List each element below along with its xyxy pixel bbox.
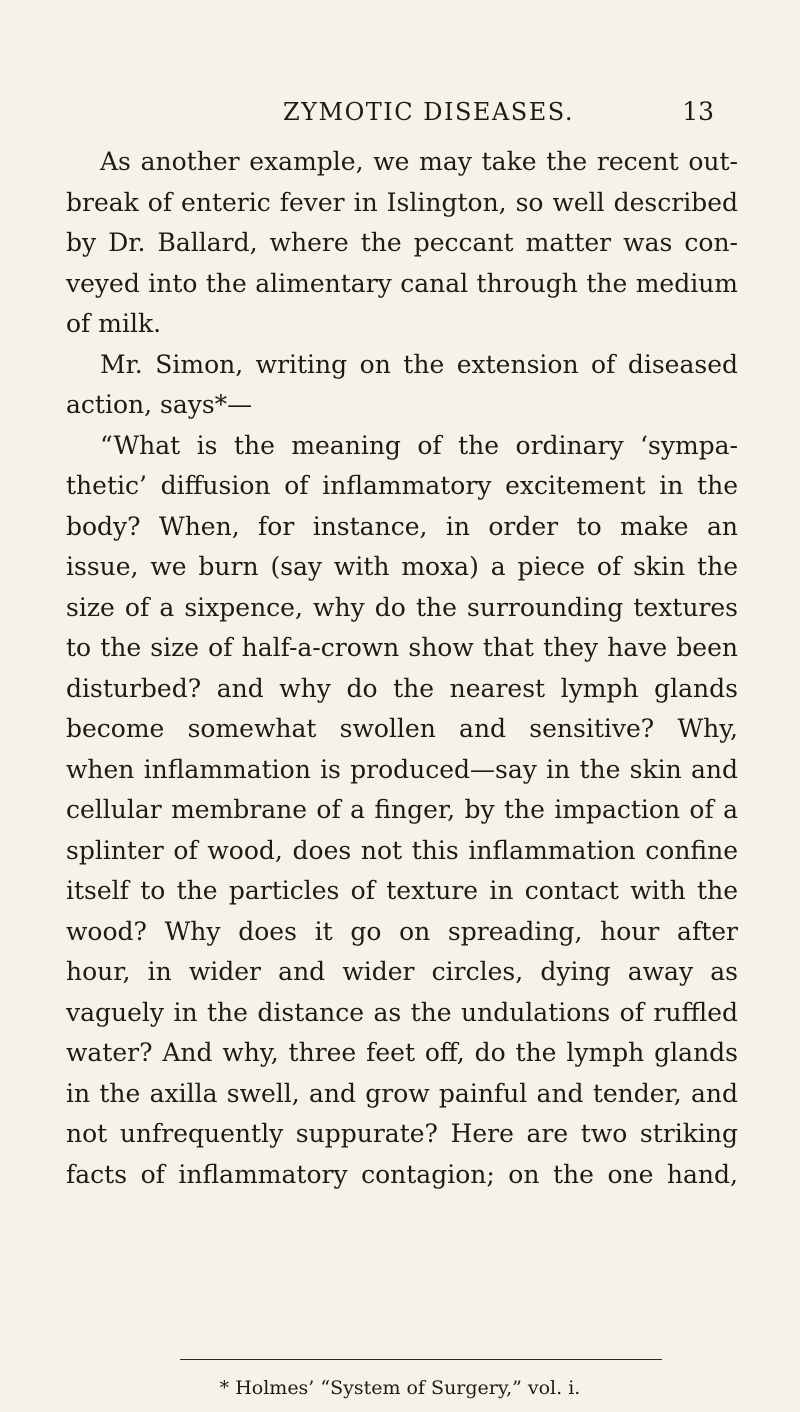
text-line: Mr. Simon, writing on the extension of diseased (100, 349, 738, 379)
text-line: veyed into the alimentary canal through the medium (66, 268, 738, 298)
footnote-rule (180, 1359, 662, 1360)
text-line: of milk. (66, 309, 162, 338)
text-line: when inflammation is produced—say in the skin and (66, 754, 738, 784)
text-line: itself to the particles of texture in contact with the (66, 876, 738, 905)
text-line: break of enteric fever in Islington, so well described (66, 187, 738, 217)
text-line: As another example, we may take the recent out- (100, 147, 738, 176)
text-line: action, says*— (66, 390, 253, 419)
text-line: size of a sixpence, why do the surrounding textures (66, 592, 738, 622)
text-line: in the axilla swell, and grow painful and tender, and (66, 1078, 738, 1108)
page-header (0, 92, 800, 132)
text-line: facts of inflammatory contagion; on the one hand, (66, 1159, 738, 1189)
text-line: to the size of half-a-crown show that they have been (66, 633, 738, 662)
text-line: water? And why, three feet off, do the lymph glands (66, 1038, 738, 1067)
text-line: hour, in wider and wider circles, dying away as (66, 957, 738, 986)
text-line: splinter of wood, does not this inflammation confine (66, 835, 738, 865)
footnote: * Holmes’ “System of Surgery,” vol. i. (219, 1377, 581, 1399)
text-line: “What is the meaning of the ordinary ‘sympa- (100, 430, 738, 460)
page-number: 13 (682, 97, 714, 126)
text-line: cellular membrane of a finger, by the impaction of a (66, 795, 738, 824)
text-line: wood? Why does it go on spreading, hour after (66, 916, 738, 946)
text-line: by Dr. Ballard, where the peccant matter was con- (66, 228, 738, 257)
text-line: become somewhat swollen and sensitive? Why, (66, 714, 738, 743)
text-line: not unfrequently suppurate? Here are two striking (66, 1119, 738, 1148)
text-line: disturbed? and why do the nearest lymph glands (66, 673, 738, 703)
running-title: ZYMOTIC DISEASES. (283, 98, 574, 126)
text-line: body? When, for instance, in order to make an (66, 511, 738, 541)
body-text (66, 142, 738, 1195)
text-line: vaguely in the distance as the undulations of ruffled (66, 997, 738, 1027)
text-line: issue, we burn (say with moxa) a piece of skin the (66, 552, 738, 581)
text-line: thetic’ diffusion of inflammatory excitement in the (66, 471, 738, 500)
